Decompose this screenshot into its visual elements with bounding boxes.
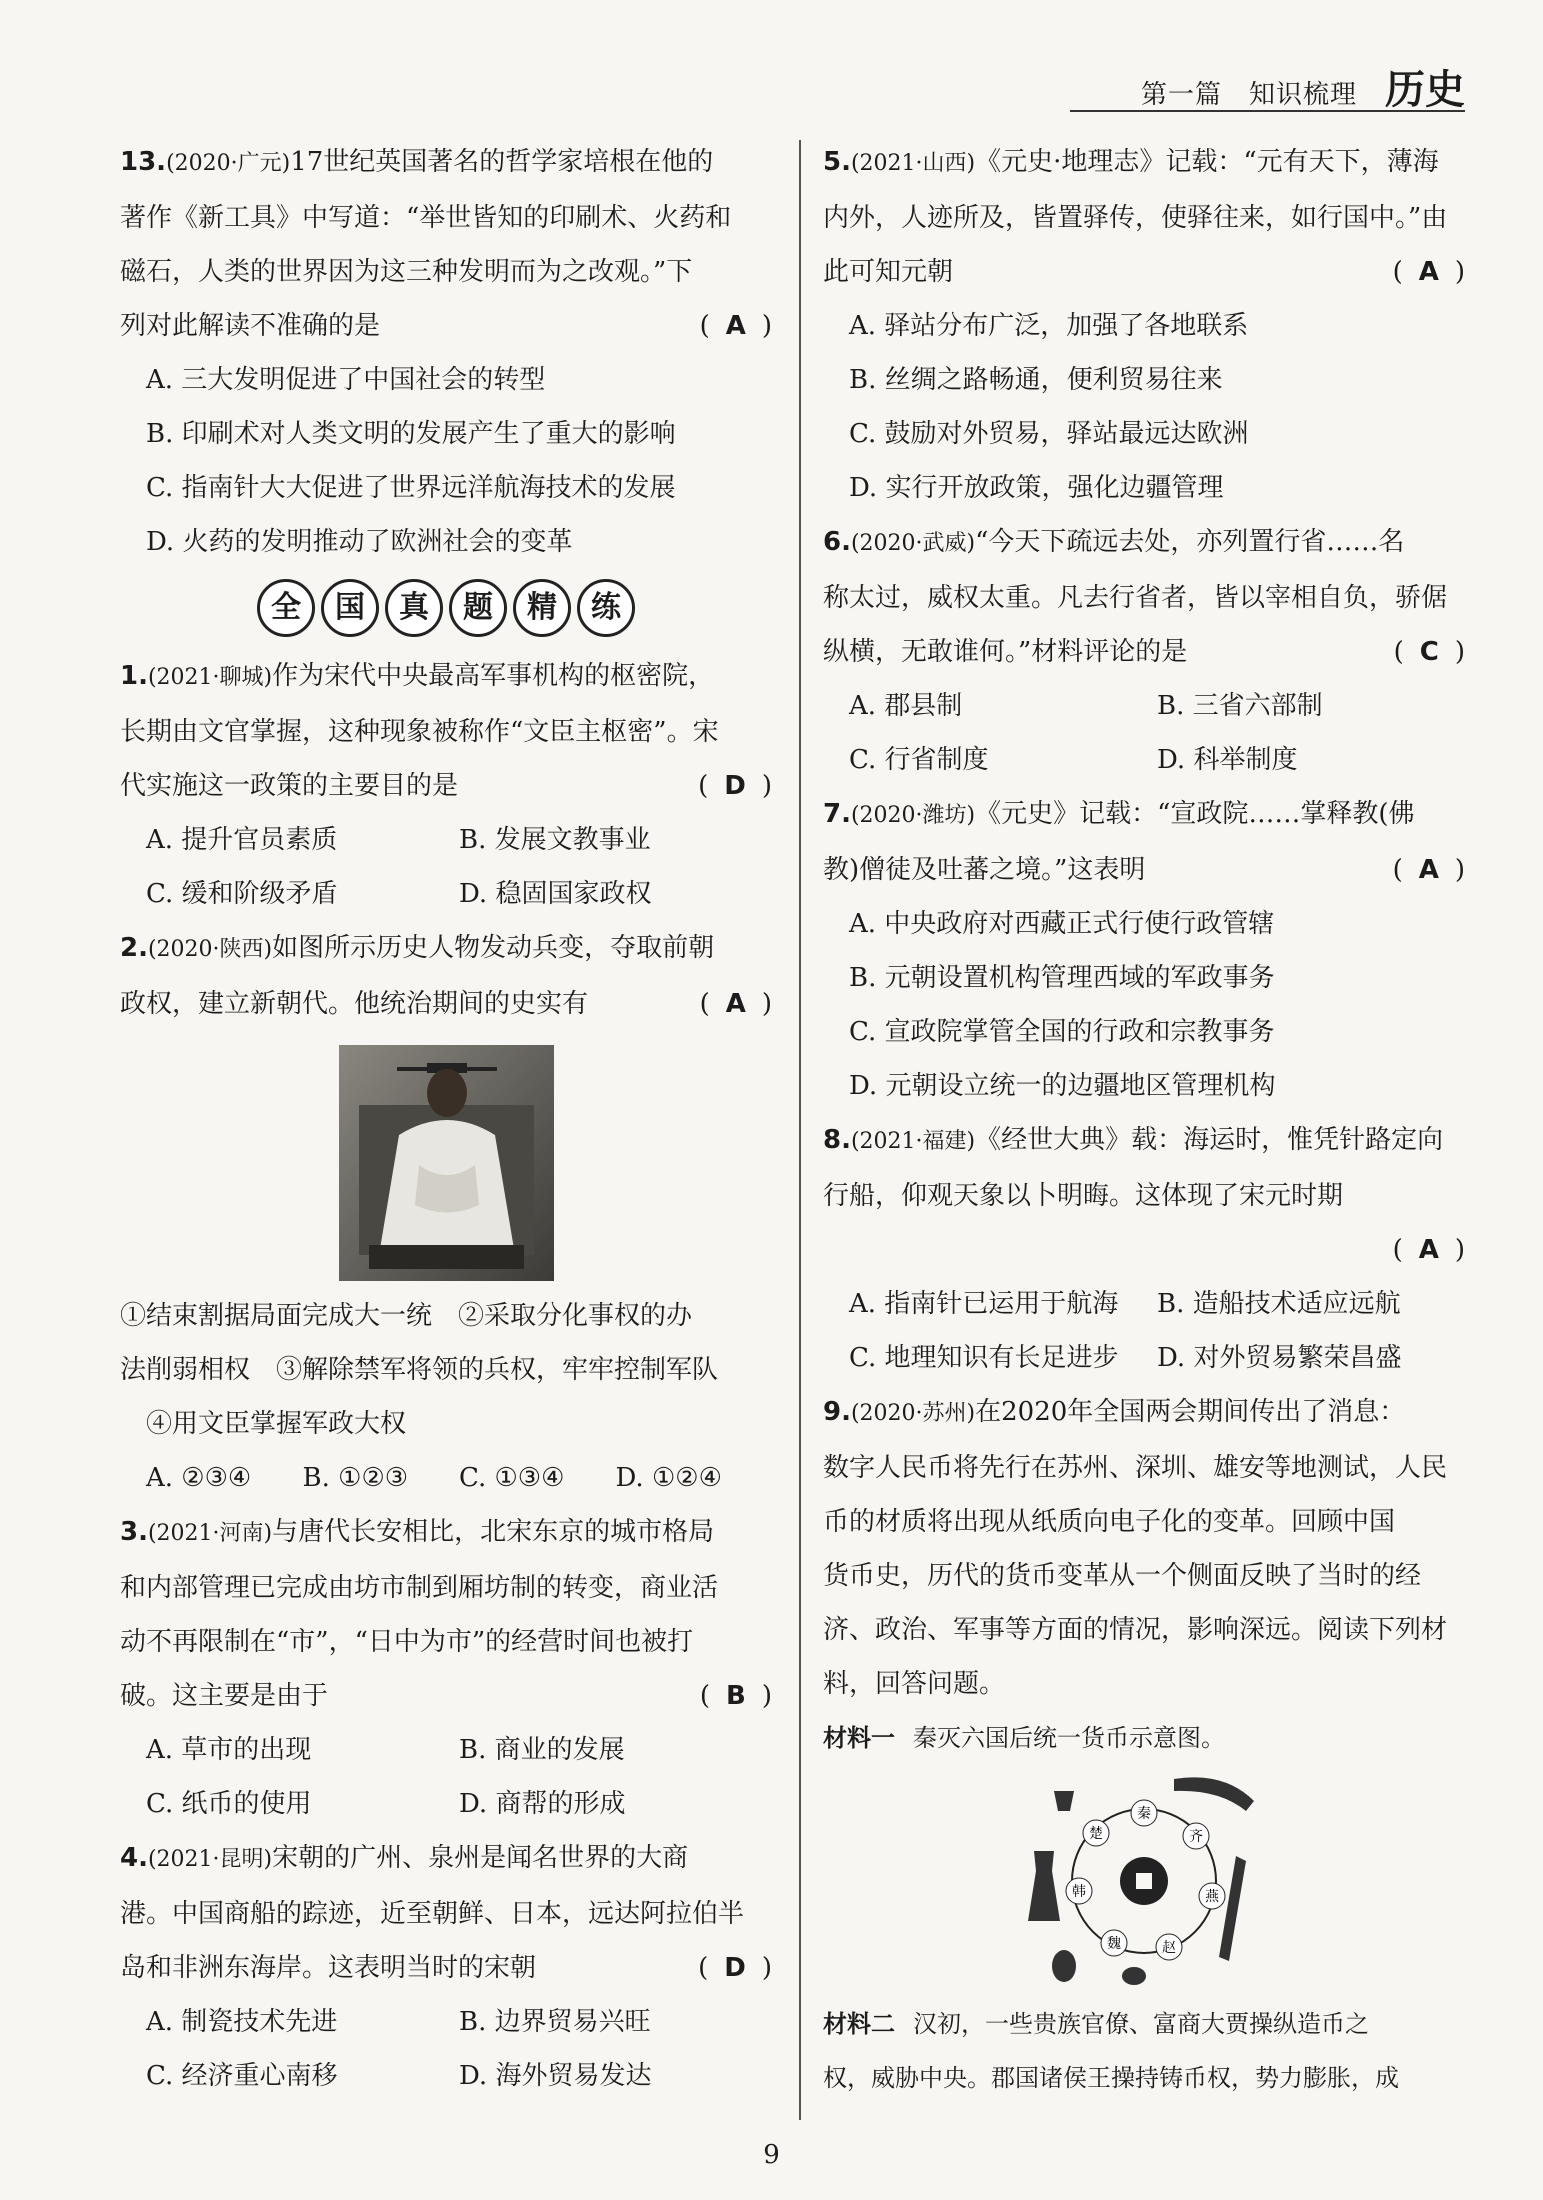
section-banner: 全 国 真 题 精 练 (120, 579, 772, 637)
option: B. 元朝设置机构管理西域的军政事务 (849, 963, 1275, 993)
label-zhao: 赵 (1162, 1940, 1176, 1956)
column-divider (799, 140, 801, 2120)
page-header (1141, 58, 1465, 115)
option: D. 实行开放政策，强化边疆管理 (849, 473, 1224, 503)
label-qin: 秦 (1137, 1806, 1151, 1822)
material-2: 材料二 汉初，一些贵族官僚、富商大贾操纵造币之 (823, 2010, 1369, 2038)
answer-5: ( A ) (1392, 257, 1465, 287)
question-4: 4.(2021·昆明)宋朝的广州、泉州是闻名世界的大商 港。中国商船的踪迹，近至朝鲜、日本，远达阿拉伯半 岛和非洲东海岸。这表明当时的宋朝 ( D ) A. 制瓷技术先进 B. 边界贸易兴旺 C. 经济重心南移 D. 海外贸易发达 (120, 1831, 772, 2103)
question-3: 3.(2021·河南)与唐代长安相比，北宋东京的城市格局 和内部管理已完成由坊市制到厢坊制的转变，商业活 动不再限制在“市”，“日中为市”的经营时间也被打 破。这主要是由于 ( B ) A. 草市的出现 B. 商业的发展 C. 纸币的使用 D. 商帮的形成 (120, 1505, 772, 1831)
question-6: 6.(2020·武威)“今天下疏远去处，亦列置行省……名 称太过，威权太重。凡去行省者，皆以宰相自负，骄倨 纵横，无敢谁何。”材料评论的是 ( C ) A. 郡县制 B. 三省六部制 C. 行省制度 D. 科举制度 (823, 515, 1465, 787)
question-5: 5.(2021·山西)《元史·地理志》记载：“元有天下，薄海 内外，人迹所及，皆置驿传，使驿往来，如行国中。”由 此可知元朝 ( A ) A. 驿站分布广泛，加强了各地联系 B. 丝绸之路畅通，便利贸易往来 C. 鼓励对外贸易，驿站最远达欧洲 D. 实行开放政策，强化边疆管理 (823, 135, 1465, 515)
subject-title: 历史 (1385, 67, 1465, 113)
currency-unification-diagram (1024, 1771, 1264, 1991)
option: D. 对外贸易繁荣昌盛 (1157, 1343, 1402, 1373)
option: C. ①③④ (459, 1463, 565, 1493)
question-7: 7.(2020·潍坊)《元史》记载：“宣政院……掌释教(佛 教)僧徒及吐蕃之境。”这表明 ( A ) A. 中央政府对西藏正式行使行政管辖 B. 元朝设置机构管理西域的军政事务 C. 宣政院掌管全国的行政和宗教事务 D. 元朝设立统一的边疆地区管理机构 (823, 787, 1465, 1113)
option: C. 经济重心南移 (146, 2061, 338, 2091)
spade-coin-icon (1054, 1791, 1074, 1811)
option: C. 宣政院掌管全国的行政和宗教事务 (849, 1017, 1275, 1047)
header-rule (1070, 110, 1465, 112)
question-1: 1.(2021·聊城)作为宋代中央最高军事机构的枢密院， 长期由文官掌握，这种现象被称作“文臣主枢密”。宋 代实施这一政策的主要目的是 ( D ) A. 提升官员素质 B. 发展文教事业 C. 缓和阶级矛盾 D. 稳固国家政权 (120, 649, 772, 921)
option: B. 发展文教事业 (459, 825, 651, 855)
right-column (823, 135, 1465, 2105)
answer-8: ( A ) (1392, 1235, 1465, 1265)
option: B. 三省六部制 (1157, 691, 1323, 721)
label-qi: 齐 (1189, 1829, 1203, 1845)
option: A. 草市的出现 (146, 1735, 312, 1765)
option: D. ①②④ (615, 1463, 722, 1493)
spade-coin-icon (1028, 1851, 1060, 1921)
question-8: 8.(2021·福建)《经世大典》载：海运时，惟凭针路定向 行船，仰观天象以卜明晦。这体现了宋元时期 ( A ) A. 指南针已运用于航海 B. 造船技术适应远航 C. 地理知识有长足进步 D. 对外贸易繁荣昌盛 (823, 1113, 1465, 1385)
option: C. 行省制度 (849, 745, 989, 775)
page-number: 9 (763, 2140, 780, 2170)
option: D. 元朝设立统一的边疆地区管理机构 (849, 1071, 1276, 1101)
knife-coin-icon (1174, 1777, 1254, 1811)
label-wei: 魏 (1107, 1936, 1121, 1952)
knife-coin-icon (1219, 1856, 1246, 1961)
answer-6: ( C ) (1393, 637, 1465, 667)
answer-7: ( A ) (1392, 855, 1465, 885)
option: D. 海外贸易发达 (459, 2061, 652, 2091)
section-title: 第一篇 知识梳理 (1140, 80, 1357, 110)
option: D. 稳固国家政权 (459, 879, 652, 909)
answer-13: ( A ) (699, 311, 772, 341)
option: A. ②③④ (146, 1463, 252, 1493)
option: B. ①②③ (302, 1463, 409, 1493)
option: A. 中央政府对西藏正式行使行政管辖 (849, 909, 1275, 939)
option: B. 造船技术适应远航 (1157, 1289, 1401, 1319)
material-1: 材料一 秦灭六国后统一货币示意图。 (823, 1724, 1225, 1752)
question-9: 9.(2020·苏州)在2020年全国两会期间传出了消息： 数字人民币将先行在苏州、深圳、雄安等地测试，人民 币的材质将出现从纸质向电子化的变革。回顾中国 货币史，历代的货币变革从一个侧面反映了当时的经 济、政治、军事等方面的情况，影响深远。阅读下列材 料，回答问题。 材料一 秦灭六国后统一货币示意图。 秦 齐 燕 赵 魏 韩 楚 材料二 汉初，一些贵族官僚、富商大贾操纵造币之 权，威胁中央。郡国诸侯王操持铸币权，势力膨胀，成 (823, 1385, 1465, 2105)
label-han: 韩 (1072, 1884, 1086, 1900)
option: C. 纸币的使用 (146, 1789, 312, 1819)
option: A. 郡县制 (849, 691, 963, 721)
option: D. 火药的发明推动了欧洲社会的变革 (146, 527, 573, 557)
option: C. 指南针大大促进了世界远洋航海技术的发展 (146, 473, 676, 503)
option: D. 科举制度 (1157, 745, 1298, 775)
left-column (120, 135, 772, 2103)
ant-nose-coin-icon (1052, 1950, 1076, 1982)
ant-nose-coin-icon (1122, 1967, 1146, 1985)
option: B. 丝绸之路畅通，便利贸易往来 (849, 365, 1223, 395)
option: A. 三大发明促进了中国社会的转型 (146, 365, 546, 395)
option: B. 印刷术对人类文明的发展产生了重大的影响 (146, 419, 676, 449)
label-yan: 燕 (1205, 1889, 1219, 1905)
question-2: 2.(2020·陕西)如图所示历史人物发动兵变，夺取前朝 政权，建立新朝代。他统治期间的史实有 ( A ) ①结束割据局面完成大一统 ②采取分化事权的办 法削弱相权 ③解除禁军将领的兵权，牢牢控制军队 ④用文臣掌握军政大权 A. ②③④ B. ①②③ C. ①③④ D. ①②④ (120, 921, 772, 1505)
option: A. 指南针已运用于航海 (849, 1289, 1119, 1319)
label-chu: 楚 (1089, 1826, 1103, 1842)
answer-2: ( A ) (699, 989, 772, 1019)
question-13: 13.(2020·广元)17世纪英国著名的哲学家培根在他的 著作《新工具》中写道：“举世皆知的印刷术、火药和 磁石，人类的世界因为这三种发明而为之改观。”下 列对此解读不准确的是 ( A ) A. 三大发明促进了中国社会的转型 B. 印刷术对人类文明的发展产生了重大的影响 C. 指南针大大促进了世界远洋航海技术的发展 D. 火药的发明推动了欧洲社会的变革 (120, 135, 772, 569)
option: A. 提升官员素质 (146, 825, 338, 855)
option: C. 地理知识有长足进步 (849, 1343, 1119, 1373)
answer-3: ( B ) (699, 1681, 772, 1711)
option: A. 制瓷技术先进 (146, 2007, 338, 2037)
option: C. 缓和阶级矛盾 (146, 879, 338, 909)
option: C. 鼓励对外贸易，驿站最远达欧洲 (849, 419, 1249, 449)
emperor-portrait-image (339, 1045, 554, 1281)
option: B. 边界贸易兴旺 (459, 2007, 651, 2037)
option: D. 商帮的形成 (459, 1789, 626, 1819)
option: B. 商业的发展 (459, 1735, 625, 1765)
option: A. 驿站分布广泛，加强了各地联系 (849, 311, 1249, 341)
answer-1: ( D ) (698, 771, 772, 801)
answer-4: ( D ) (698, 1953, 772, 1983)
